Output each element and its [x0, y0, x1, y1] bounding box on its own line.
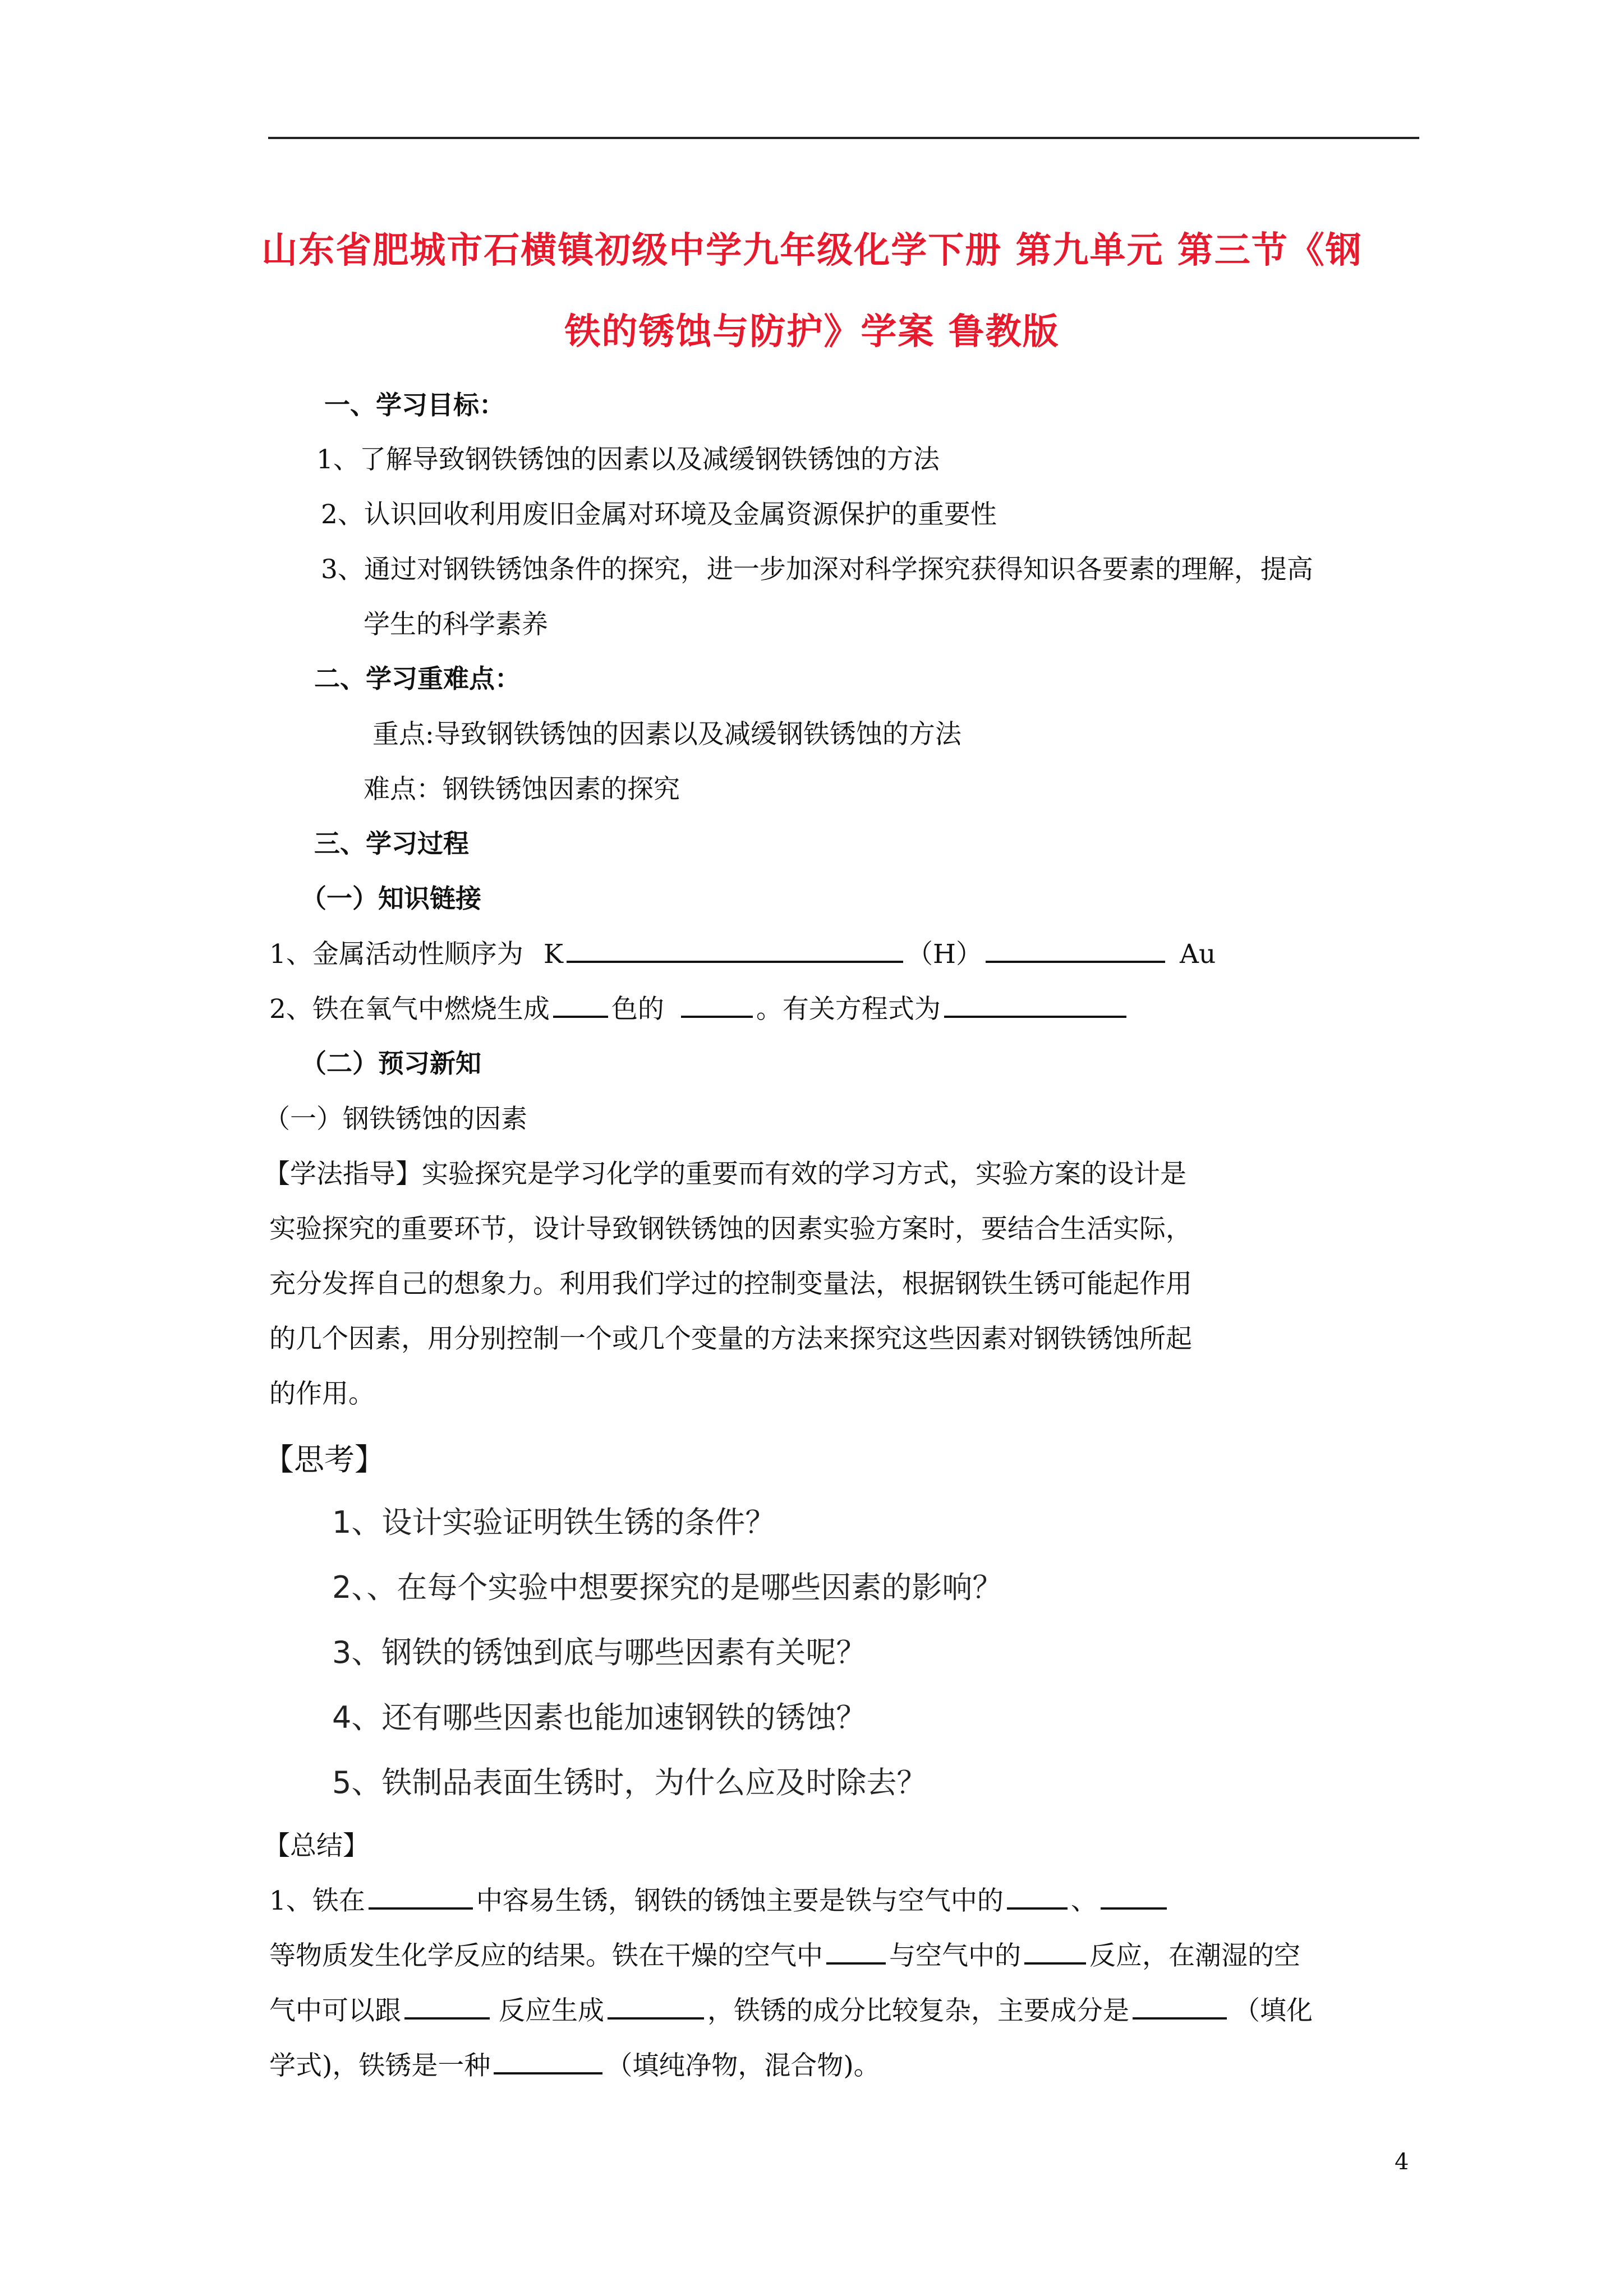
- think-question: 3、钢铁的锈蚀到底与哪些因素有关呢？: [332, 1635, 867, 1670]
- blank-field[interactable]: [681, 991, 753, 1018]
- subsection-preview: （二）预习新知: [301, 1048, 481, 1078]
- header-rule: [268, 137, 1419, 139]
- difficult-point: 难点：钢铁锈蚀因素的探究: [364, 774, 680, 805]
- think-question: 4、还有哪些因素也能加速钢铁的锈蚀？: [332, 1700, 867, 1735]
- think-question: 2、、在每个实验中想要探究的是哪些因素的影响？: [332, 1570, 1003, 1605]
- summary-text: 中容易生锈，钢铁的锈蚀主要是铁与空气中的: [476, 1885, 1004, 1916]
- link2-text-c: 。有关方程式为: [756, 994, 941, 1025]
- summary-heading: 【总结】: [264, 1831, 369, 1861]
- summary-line-3: [269, 1990, 1313, 2027]
- summary-text: 反应，在潮湿的空: [1089, 1940, 1300, 1971]
- link2-text-b: 色的: [611, 994, 664, 1025]
- blank-field[interactable]: [608, 1993, 704, 2020]
- think-question: 1、设计实验证明铁生锈的条件？: [332, 1505, 776, 1540]
- section-keypoints-heading: 二、学习重难点：: [314, 663, 521, 694]
- link1-text-a: 1、金属活动性顺序为: [269, 939, 523, 970]
- page-number: 4: [1395, 2149, 1409, 2175]
- doc-title-line-2: 铁的锈蚀与防护》学案 鲁教版: [564, 311, 1060, 353]
- blank-field[interactable]: [553, 991, 608, 1018]
- key-point: 重点:导致钢铁锈蚀的因素以及减缓钢铁锈蚀的方法: [372, 719, 961, 750]
- objective-item-continued: 学生的科学素养: [364, 609, 548, 640]
- blank-field[interactable]: [1024, 1938, 1086, 1965]
- summary-text: ，铁锈的成分比较复杂，主要成分是: [707, 1995, 1129, 2026]
- section-process-heading: 三、学习过程: [314, 828, 469, 859]
- summary-line-1: [269, 1880, 1170, 1917]
- summary-text: 等物质发生化学反应的结果。铁在干燥的空气中: [269, 1940, 823, 1971]
- blank-field[interactable]: [944, 991, 1126, 1018]
- blank-field[interactable]: [404, 1993, 490, 2020]
- topic-heading: （一）钢铁锈蚀的因素: [264, 1104, 527, 1135]
- link1-text-d: Au: [1180, 939, 1216, 970]
- summary-text: 反应生成: [499, 1995, 604, 2026]
- think-question: 5、铁制品表面生锈时，为什么应及时除去？: [332, 1765, 927, 1800]
- objective-item: 1、了解导致钢铁锈蚀的因素以及减缓钢铁锈蚀的方法: [316, 444, 940, 475]
- subsection-knowledge-link: （一）知识链接: [301, 883, 481, 914]
- knowledge-link-line-1: [269, 933, 1216, 971]
- blank-field[interactable]: [1007, 1883, 1068, 1910]
- blank-field[interactable]: [1101, 1883, 1167, 1910]
- guide-line: 的几个因素，用分别控制一个或几个变量的方法来探究这些因素对钢铁锈蚀所起: [269, 1324, 1192, 1354]
- guide-line: 实验探究的重要环节，设计导致钢铁锈蚀的因素实验方案时，要结合生活实际，: [269, 1214, 1192, 1244]
- summary-text: 与空气中的: [889, 1940, 1021, 1971]
- doc-title-line-1: 山东省肥城市石横镇初级中学九年级化学下册 第九单元 第三节《钢: [261, 230, 1363, 271]
- blank-field[interactable]: [369, 1883, 473, 1910]
- blank-field[interactable]: [1133, 1993, 1227, 2020]
- summary-text: 学式)，铁锈是一种: [269, 2050, 491, 2081]
- summary-line-2: [269, 1935, 1300, 1972]
- blank-field[interactable]: [494, 2048, 602, 2074]
- summary-text: 、: [1070, 1885, 1097, 1916]
- think-heading: 【思考】: [264, 1442, 385, 1477]
- summary-text: 气中可以跟: [269, 1995, 401, 2026]
- objective-item: 2、认识回收利用废旧金属对环境及金属资源保护的重要性: [321, 499, 997, 530]
- summary-text: （填化: [1234, 1995, 1313, 2026]
- blank-field[interactable]: [986, 936, 1165, 963]
- summary-text: （填纯净物，混合物)。: [606, 2050, 880, 2081]
- summary-text: 1、铁在: [269, 1885, 365, 1916]
- objective-item: 3、通过对钢铁锈蚀条件的探究，进一步加深对科学探究获得知识各要素的理解，提高: [321, 554, 1313, 585]
- guide-line: 充分发挥自己的想象力。利用我们学过的控制变量法，根据钢铁生锈可能起作用: [269, 1269, 1192, 1299]
- link1-text-c: （H）: [907, 939, 983, 970]
- knowledge-link-line-2: [269, 988, 1130, 1026]
- section-objectives-heading: 一、学习目标：: [324, 390, 505, 420]
- link2-text-a: 2、铁在氧气中燃烧生成: [269, 994, 550, 1025]
- guide-line: 【学法指导】实验探究是学习化学的重要而有效的学习方式，实验方案的设计是: [264, 1159, 1186, 1190]
- link1-text-b: K: [543, 939, 564, 970]
- blank-field[interactable]: [826, 1938, 886, 1965]
- blank-field[interactable]: [567, 936, 903, 963]
- guide-line: 的作用。: [269, 1378, 375, 1409]
- summary-line-4: [269, 2045, 880, 2082]
